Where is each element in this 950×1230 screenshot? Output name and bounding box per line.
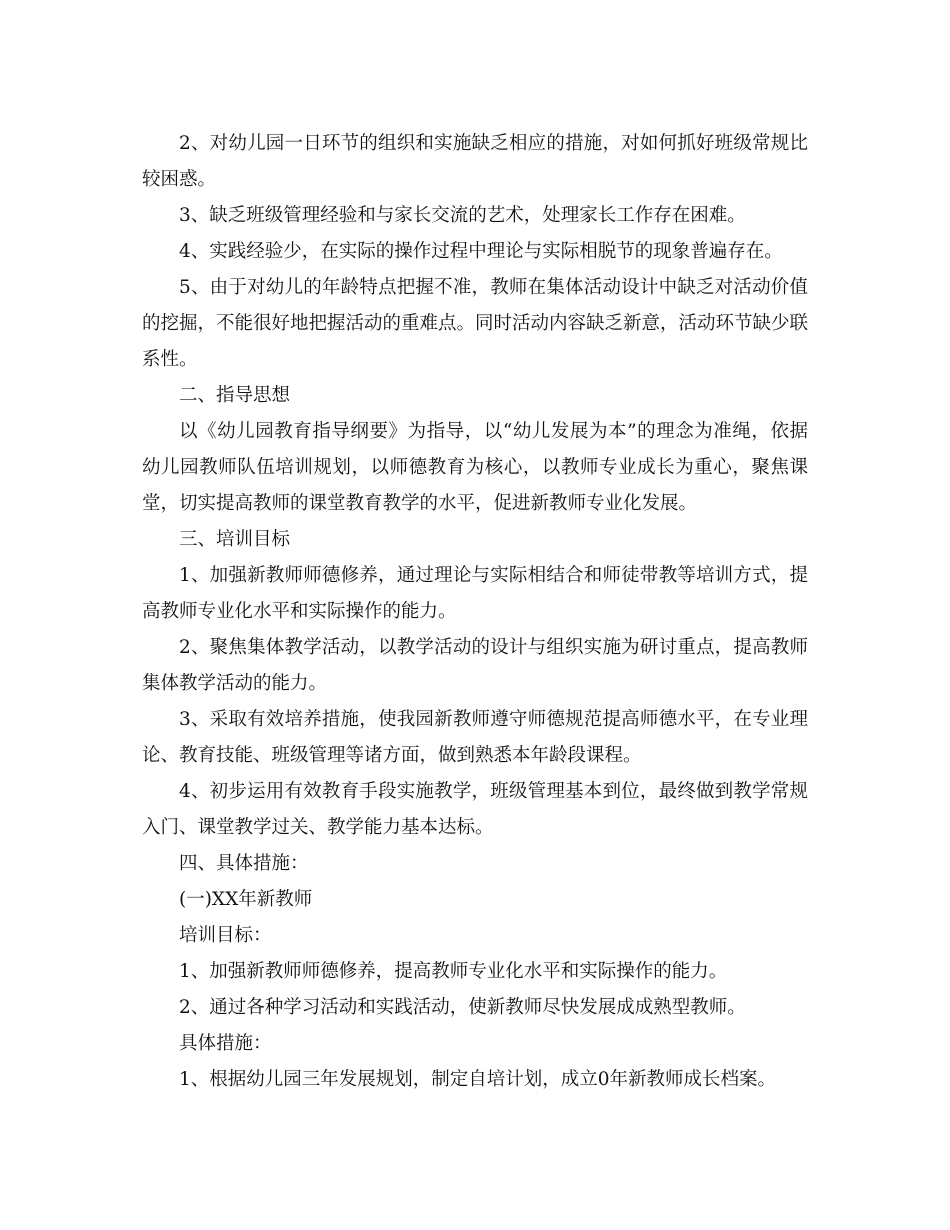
paragraph: 5、由于对幼儿的年龄特点把握不准，教师在集体活动设计中缺乏对活动价值的挖掘，不能很好地把握活动的重难点。同时活动内容缺乏新意，活动环节缺少联系性。: [142, 277, 809, 370]
paragraph: 3、缺乏班级管理经验和与家长交流的艺术，处理家长工作存在困难。: [179, 205, 746, 226]
document-body: [142, 126, 808, 1098]
paragraph: 4、实践经验少，在实际的操作过程中理论与实际相脱节的现象普遍存在。: [179, 241, 783, 262]
paragraph: 2、聚焦集体教学活动，以教学活动的设计与组织实施为研讨重点，提高教师集体教学活动的能力。: [142, 637, 808, 694]
paragraph: 2、对幼儿园一日环节的组织和实施缺乏相应的措施，对如何抓好班级常规比较困惑。: [142, 133, 808, 190]
section-heading: 二、指导思想: [179, 385, 291, 406]
paragraph: 1、根据幼儿园三年发展规划，制定自培计划，成立0年新教师成长档案。: [179, 1069, 777, 1090]
paragraph: 1、加强新教师师德修养，提高教师专业化水平和实际操作的能力。: [179, 961, 728, 982]
subsection-label: 具体措施：: [179, 1033, 272, 1054]
subsection-label: 培训目标：: [179, 925, 272, 946]
paragraph: 以《幼儿园教育指导纲要》为指导，以“幼儿发展为本”的理念为准绳，依据幼儿园教师队伍培训规划，以师德教育为核心，以教师专业成长为重心，聚焦课堂，切实提高教师的课堂教育教学的水平，促进新教师专业化发展。: [142, 421, 808, 514]
paragraph: 2、通过各种学习活动和实践活动，使新教师尽快发展成成熟型教师。: [179, 997, 746, 1018]
section-heading: 三、培训目标: [179, 529, 291, 550]
section-heading: 四、具体措施：: [179, 853, 309, 874]
paragraph: 3、采取有效培养措施，使我园新教师遵守师德规范提高师德水平，在专业理论、教育技能、班级管理等诸方面，做到熟悉本年龄段课程。: [142, 709, 808, 766]
paragraph: 4、初步运用有效教育手段实施教学，班级管理基本到位，最终做到教学常规入门、课堂教学过关、教学能力基本达标。: [142, 781, 808, 838]
paragraph: 1、加强新教师师德修养，通过理论与实际相结合和师徒带教等培训方式，提高教师专业化水平和实际操作的能力。: [142, 565, 808, 622]
subsection-heading: (一)XX年新教师: [179, 889, 313, 910]
